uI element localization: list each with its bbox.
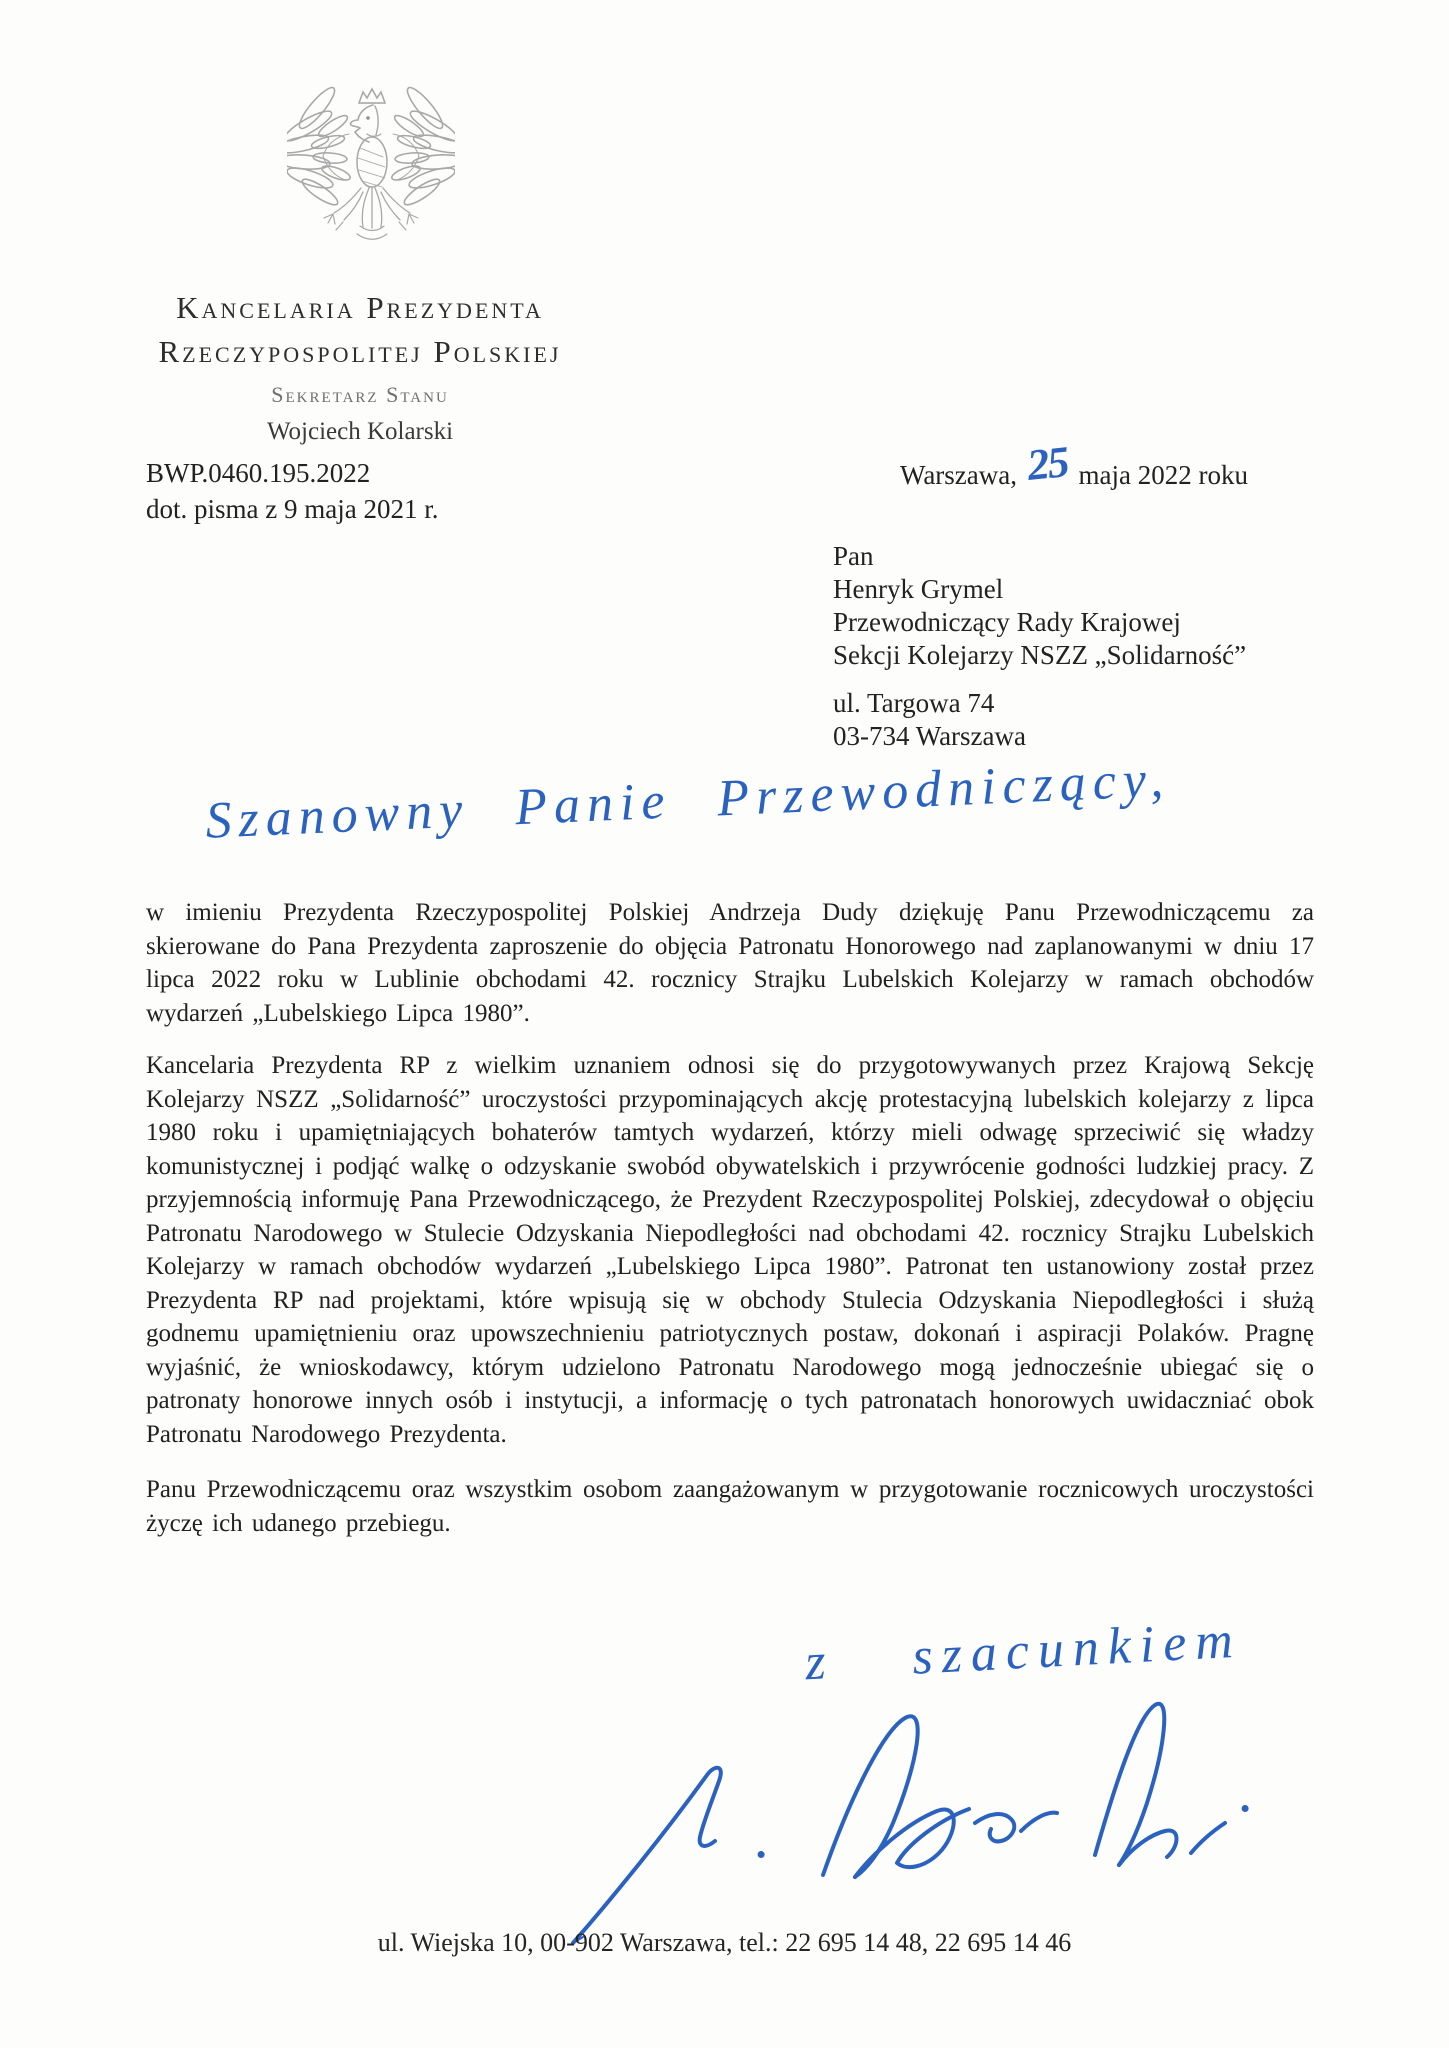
org-name-line2: Rzeczypospolitej Polskiej <box>158 334 562 369</box>
addressee-street: ul. Targowa 74 <box>833 688 995 718</box>
dateline-rest: maja 2022 roku <box>1078 460 1248 490</box>
addressee-city: 03-734 Warszawa <box>833 721 1027 751</box>
body-paragraph-3: Panu Przewodniczącemu oraz wszystkim osobom zaangażowanym w przygotowanie rocznicowych uroczystości życzę ich udanego przebiegu. <box>146 1476 1314 1537</box>
body-paragraph-2: Kancelaria Prezydenta RP z wielkim uznaniem odnosi się do przygotowywanych przez Krajową Sekcję Kolejarzy NSZZ „Solidarność” uroczystości przypominających akcję protestacyjną lubelskich kolejarzy z lipca 1980 roku i upamiętniających bohaterów tamtych wydarzeń, którzy mieli odwagę sprzeciwić się władzy komunistycznej i podjąć walkę o odzyskanie swobód obywatelskich i przywrócenie godności ludzkiej pracy. Z przyjemnością informuję Pana Przewodniczącego, że Prezydent Rzeczypospolitej Polskiej, zdecydował o objęciu Patronatu Narodowego w Stulecie Odzyskania Niepodległości nad obchodami 42. rocznicy Strajku Lubelskich Kolejarzy w ramach obchodów wydarzeń „Lubelskiego Lipca 1980”. Patronat ten ustanowiony został przez Prezydenta RP nad projektami, które wpisują się w obchody Stulecia Odzyskania Niepodległości i służą godnemu upamiętnieniu oraz upowszechnieniu patriotycznych postaw, dokonań i aspiracji Polaków. Pragnę wyjaśnić, że wnioskodawcy, którym udzielono Patronatu Narodowego mogą jednocześnie ubiegać się o patronaty honorowe innych osób i instytucji, a informację o tych patronatach honorowych uwidaczniać obok Patronatu Narodowego Prezydenta. <box>146 1052 1314 1448</box>
addressee-gap <box>833 672 1246 687</box>
signature-graphic <box>555 1655 1335 1955</box>
handwritten-day: 25 <box>1024 437 1070 490</box>
addressee-title-line1: Przewodniczący Rady Krajowej <box>833 607 1181 637</box>
addressee-salutation: Pan <box>833 541 874 571</box>
dateline <box>900 437 1360 491</box>
addressee-title-line2: Sekcji Kolejarzy NSZZ „Solidarność” <box>833 640 1247 670</box>
reference-block <box>146 455 438 527</box>
official-name: Wojciech Kolarski <box>266 418 454 445</box>
reference-regarding: dot. pisma z 9 maja 2021 r. <box>146 494 439 524</box>
letterhead <box>60 286 660 448</box>
reference-number: BWP.0460.195.2022 <box>146 458 371 488</box>
official-title: Sekretarz Stanu <box>271 382 449 407</box>
addressee-name: Henryk Grymel <box>833 574 1004 604</box>
handwritten-greeting: Szanowny Panie Przewodniczący, <box>204 750 1172 850</box>
body-paragraph-1: w imieniu Prezydenta Rzeczypospolitej Polskiej Andrzeja Dudy dziękuję Panu Przewodniczącemu za skierowane do Pana Prezydenta zaproszenie do objęcia Patronatu Honorowego nad zaplanowanymi w dniu 17 lipca 2022 roku w Lublinie obchodami 42. rocznicy Strajku Lubelskich Kolejarzy w ramach obchodów wydarzeń „Lubelskiego Lipca 1980”. <box>146 899 1314 1027</box>
handwritten-closing: z szacunkiem <box>803 1611 1244 1692</box>
org-name-line1: Kancelaria Prezydenta <box>176 290 544 325</box>
eagle-icon <box>287 76 455 264</box>
footer-address: ul. Wiejska 10, 00-902 Warszawa, tel.: 22 695 14 48, 22 695 14 46 <box>377 1928 1072 1957</box>
polish-eagle-emblem <box>287 76 455 264</box>
addressee-block <box>833 540 1246 753</box>
dateline-city: Warszawa, <box>900 460 1018 490</box>
